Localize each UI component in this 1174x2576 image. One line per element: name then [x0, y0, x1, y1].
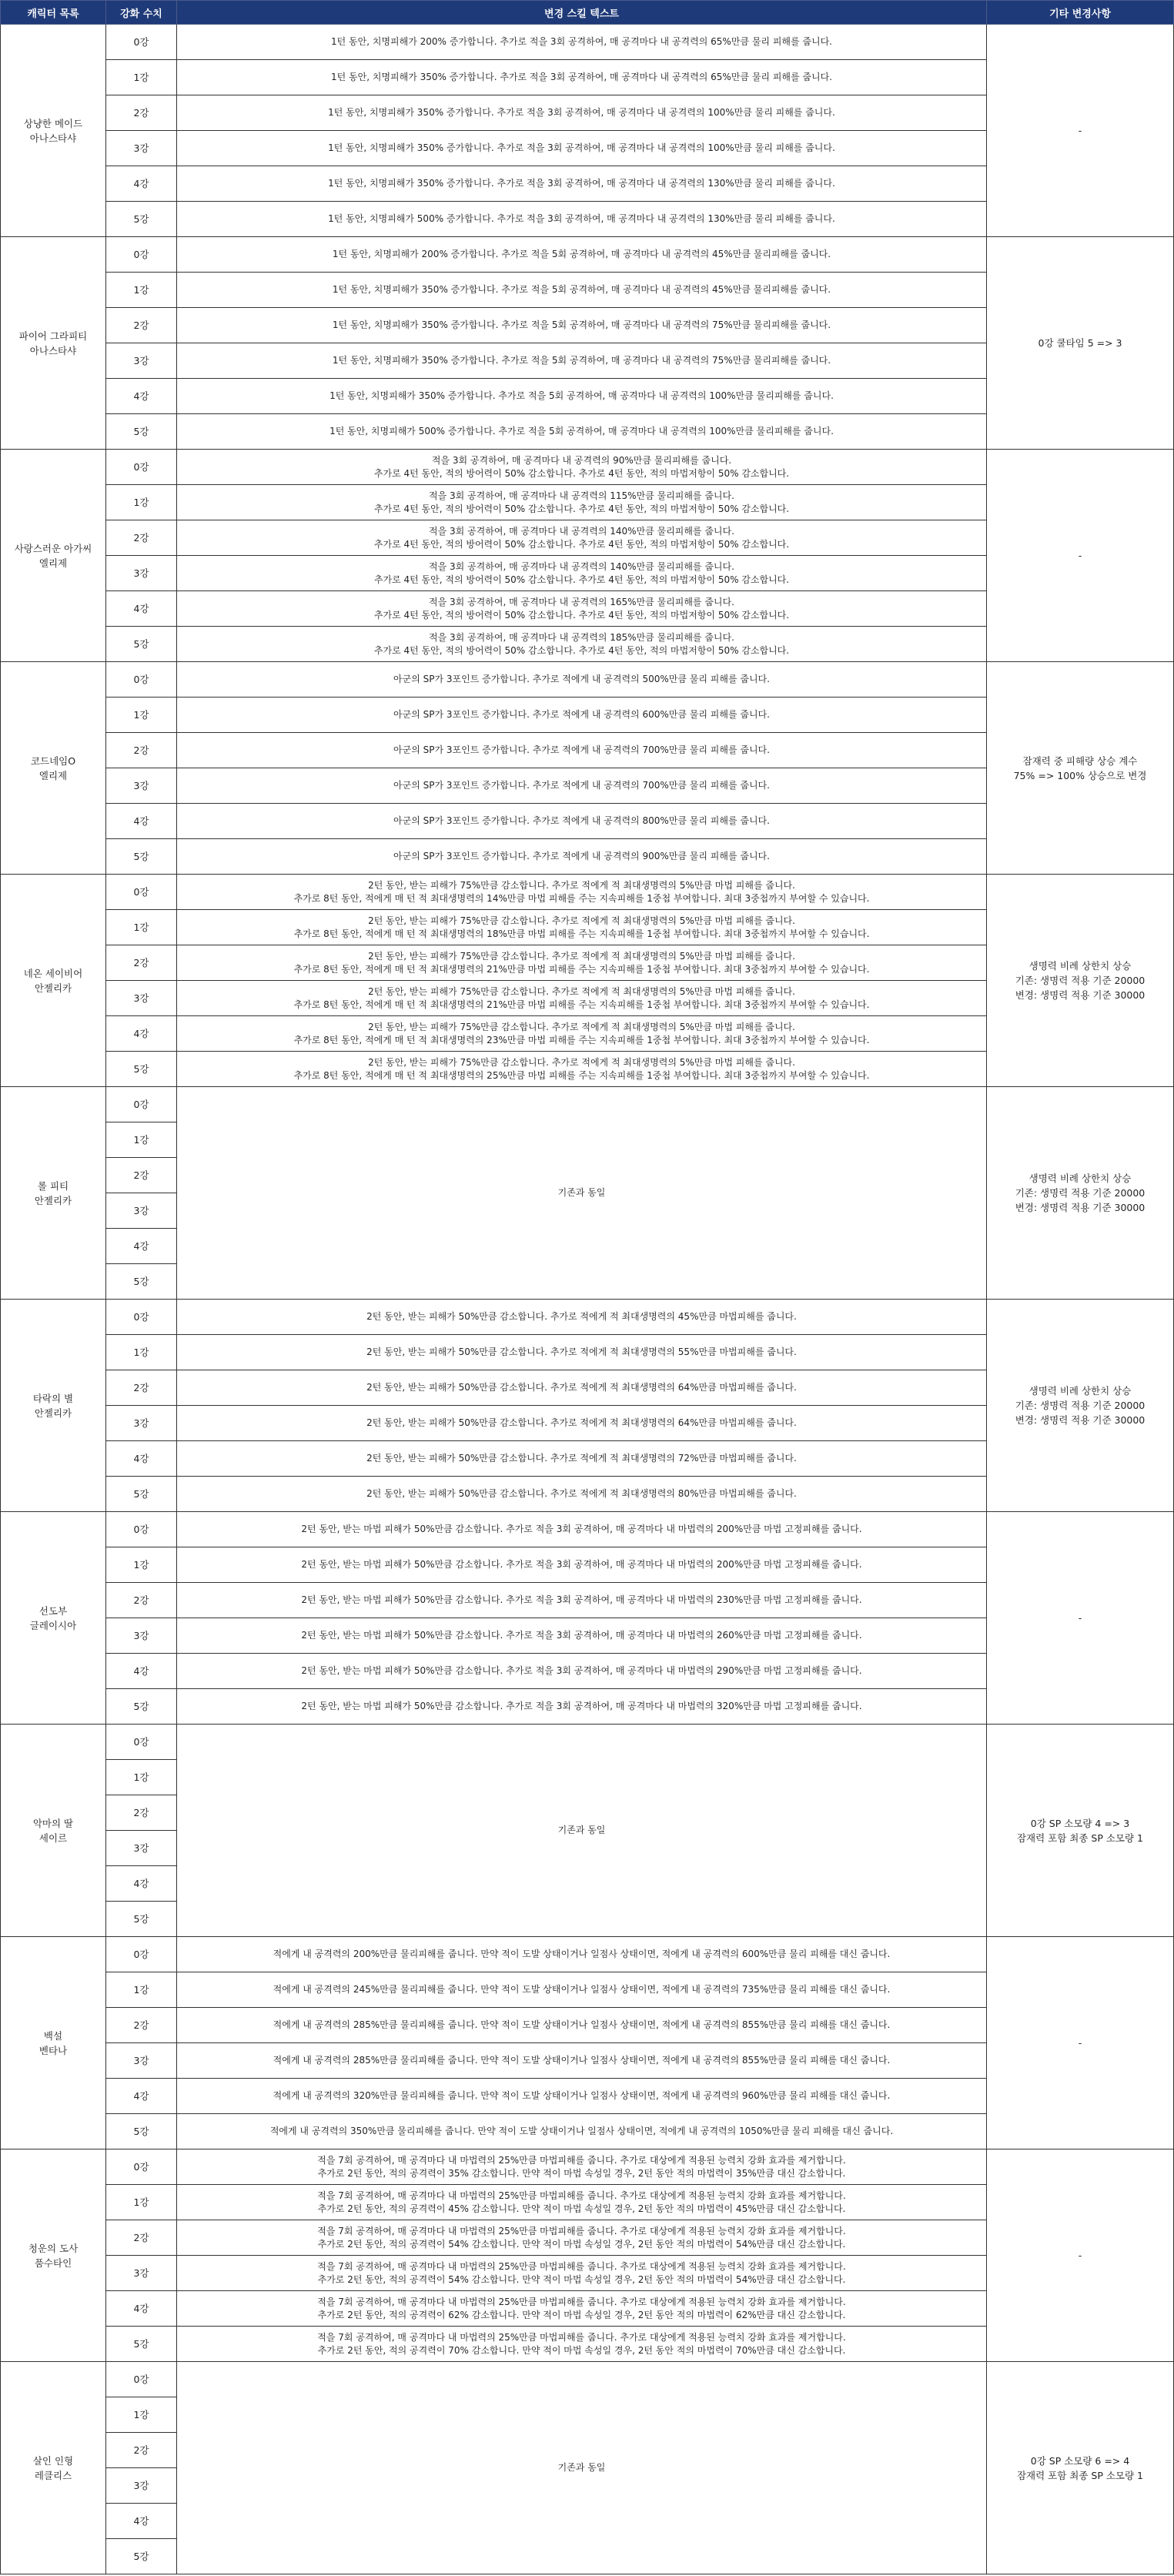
header-row — [1, 1, 1174, 25]
enhancement-level: 2강 — [106, 1370, 177, 1406]
enhancement-level: 5강 — [106, 1264, 177, 1300]
skill-text: 적을 7회 공격하여, 매 공격마다 내 마법력의 25%만큼 마법피해를 줍니다. 추가로 대상에게 적용된 능력치 강화 효과를 제거합니다. 추가로 2턴 동안, 적의 공격력이 62% 감소합니다. 만약 적이 마법 속성일 경우, 2턴 동안 적의 마법력이 62%만큼 대신 감소합니다. — [177, 2291, 987, 2327]
skill-text: 적을 3회 공격하여, 매 공격마다 내 공격력의 165%만큼 물리피해를 줍니다. 추가로 4턴 동안, 적의 방어력이 50% 감소합니다. 추가로 4턴 동안, 적의 마법저항이 50% 감소합니다. — [177, 591, 987, 627]
skill-text: 2턴 동안, 받는 피해가 50%만큼 감소합니다. 추가로 적에게 적 최대생명력의 64%만큼 마법피해를 줍니다. — [177, 1370, 987, 1406]
skill-text: 적을 7회 공격하여, 매 공격마다 내 마법력의 25%만큼 마법피해를 줍니다. 추가로 대상에게 적용된 능력치 강화 효과를 제거합니다. 추가로 2턴 동안, 적의 공격력이 54% 감소합니다. 만약 적이 마법 속성일 경우, 2턴 동안 적의 마법력이 54%만큼 대신 감소합니다. — [177, 2220, 987, 2256]
skill-text: 아군의 SP가 3포인트 증가합니다. 추가로 적에게 내 공격력의 800%만큼 물리 피해를 줍니다. — [177, 804, 987, 839]
enhancement-level: 5강 — [106, 1052, 177, 1087]
skill-text: 1턴 동안, 치명피해가 350% 증가합니다. 추가로 적을 3회 공격하여, 매 공격마다 내 공격력의 65%만큼 물리 피해를 줍니다. — [177, 60, 987, 95]
skill-text: 아군의 SP가 3포인트 증가합니다. 추가로 적에게 내 공격력의 900%만큼 물리 피해를 줍니다. — [177, 839, 987, 875]
table-row — [1, 2149, 1174, 2185]
enhancement-level: 3강 — [106, 1831, 177, 1866]
enhancement-level: 4강 — [106, 1016, 177, 1052]
table-row — [1, 875, 1174, 910]
character-name: 청운의 도사 품수타인 — [1, 2149, 106, 2362]
enhancement-level: 5강 — [106, 202, 177, 237]
enhancement-level: 2강 — [106, 733, 177, 768]
other-changes: 잠재력 중 피해량 상승 계수 75% => 100% 상승으로 변경 — [987, 662, 1174, 875]
enhancement-level: 2강 — [106, 308, 177, 343]
other-changes: - — [987, 450, 1174, 662]
other-changes: - — [987, 1937, 1174, 2149]
enhancement-level: 0강 — [106, 875, 177, 910]
table-row — [1, 1300, 1174, 1335]
skill-text: 적을 3회 공격하여, 매 공격마다 내 공격력의 90%만큼 물리피해를 줍니다. 추가로 4턴 동안, 적의 방어력이 50% 감소합니다. 추가로 4턴 동안, 적의 마법저항이 50% 감소합니다. — [177, 450, 987, 485]
enhancement-level: 0강 — [106, 237, 177, 273]
header-character: 캐릭터 목록 — [1, 1, 106, 25]
enhancement-level: 1강 — [106, 1760, 177, 1795]
enhancement-level: 3강 — [106, 2256, 177, 2291]
enhancement-level: 0강 — [106, 1725, 177, 1760]
table-row — [1, 1725, 1174, 1760]
enhancement-level: 2강 — [106, 2433, 177, 2468]
character-name: 사랑스러운 아가씨 엘리제 — [1, 450, 106, 662]
skill-text: 아군의 SP가 3포인트 증가합니다. 추가로 적에게 내 공격력의 600%만큼 물리 피해를 줍니다. — [177, 698, 987, 733]
table-row — [1, 237, 1174, 273]
enhancement-level: 4강 — [106, 166, 177, 202]
skill-text: 2턴 동안, 받는 피해가 50%만큼 감소합니다. 추가로 적에게 적 최대생명력의 72%만큼 마법피해를 줍니다. — [177, 1441, 987, 1477]
skill-text: 2턴 동안, 받는 피해가 75%만큼 감소합니다. 추가로 적에게 적 최대생명력의 5%만큼 마법 피해를 줍니다. 추가로 8턴 동안, 적에게 매 턴 적 최대생명력의 18%만큼 마법 피해를 주는 지속피해를 1중첩 부여합니다. 최대 3중첩까지 부여할 수 있습니다. — [177, 910, 987, 945]
character-name: 백설 벤타나 — [1, 1937, 106, 2149]
skill-text: 1턴 동안, 치명피해가 350% 증가합니다. 추가로 적을 3회 공격하여, 매 공격마다 내 공격력의 100%만큼 물리 피해를 줍니다. — [177, 131, 987, 166]
skill-text: 아군의 SP가 3포인트 증가합니다. 추가로 적에게 내 공격력의 500%만큼 물리 피해를 줍니다. — [177, 662, 987, 698]
skill-text: 아군의 SP가 3포인트 증가합니다. 추가로 적에게 내 공격력의 700%만큼 물리 피해를 줍니다. — [177, 733, 987, 768]
skill-text: 적을 7회 공격하여, 매 공격마다 내 마법력의 25%만큼 마법피해를 줍니다. 추가로 대상에게 적용된 능력치 강화 효과를 제거합니다. 추가로 2턴 동안, 적의 공격력이 54% 감소합니다. 만약 적이 마법 속성일 경우, 2턴 동안 적의 마법력이 54%만큼 대신 감소합니다. — [177, 2256, 987, 2291]
enhancement-level: 3강 — [106, 768, 177, 804]
character-name: 파이어 그라피티 아나스타샤 — [1, 237, 106, 450]
enhancement-level: 4강 — [106, 591, 177, 627]
enhancement-level: 0강 — [106, 1512, 177, 1547]
table-row — [1, 1937, 1174, 1972]
enhancement-level: 4강 — [106, 1866, 177, 1902]
skill-text: 2턴 동안, 받는 마법 피해가 50%만큼 감소합니다. 추가로 적을 3회 공격하여, 매 공격마다 내 마법력의 320%만큼 마법 고정피해를 줍니다. — [177, 1689, 987, 1725]
enhancement-level: 4강 — [106, 2291, 177, 2327]
skill-text: 1턴 동안, 치명피해가 350% 증가합니다. 추가로 적을 5회 공격하여, 매 공격마다 내 공격력의 75%만큼 물리피해를 줍니다. — [177, 343, 987, 379]
enhancement-level: 1강 — [106, 2397, 177, 2433]
enhancement-level: 1강 — [106, 273, 177, 308]
character-name: 네온 세이비어 안젤리카 — [1, 875, 106, 1087]
skill-text: 2턴 동안, 받는 마법 피해가 50%만큼 감소합니다. 추가로 적을 3회 공격하여, 매 공격마다 내 마법력의 260%만큼 마법 고정피해를 줍니다. — [177, 1618, 987, 1654]
enhancement-level: 0강 — [106, 2362, 177, 2397]
character-name: 악마의 딸 세이르 — [1, 1725, 106, 1937]
enhancement-level: 3강 — [106, 1193, 177, 1229]
enhancement-level: 3강 — [106, 556, 177, 591]
skill-text: 적을 3회 공격하여, 매 공격마다 내 공격력의 115%만큼 물리피해를 줍니다. 추가로 4턴 동안, 적의 방어력이 50% 감소합니다. 추가로 4턴 동안, 적의 마법저항이 50% 감소합니다. — [177, 485, 987, 520]
other-changes: 0강 SP 소모량 4 => 3 잠재력 포함 최종 SP 소모량 1 — [987, 1725, 1174, 1937]
enhancement-level: 0강 — [106, 25, 177, 60]
other-changes: 생명력 비례 상한치 상승 기존: 생명력 적용 기준 20000 변경: 생명력 적용 기준 30000 — [987, 875, 1174, 1087]
table-body — [1, 25, 1174, 2574]
enhancement-level: 4강 — [106, 804, 177, 839]
skill-text: 적을 3회 공격하여, 매 공격마다 내 공격력의 140%만큼 물리피해를 줍니다. 추가로 4턴 동안, 적의 방어력이 50% 감소합니다. 추가로 4턴 동안, 적의 마법저항이 50% 감소합니다. — [177, 520, 987, 556]
enhancement-level: 0강 — [106, 1937, 177, 1972]
skill-text: 2턴 동안, 받는 마법 피해가 50%만큼 감소합니다. 추가로 적을 3회 공격하여, 매 공격마다 내 마법력의 200%만큼 마법 고정피해를 줍니다. — [177, 1512, 987, 1547]
header-level: 강화 수치 — [106, 1, 177, 25]
enhancement-level: 2강 — [106, 1795, 177, 1831]
enhancement-level: 5강 — [106, 839, 177, 875]
table-row — [1, 1512, 1174, 1547]
skill-text: 적에게 내 공격력의 285%만큼 물리피해를 줍니다. 만약 적이 도발 상태이거나 일점사 상태이면, 적에게 내 공격력의 855%만큼 물리 피해를 대신 줍니다. — [177, 2043, 987, 2079]
skill-text: 2턴 동안, 받는 피해가 75%만큼 감소합니다. 추가로 적에게 적 최대생명력의 5%만큼 마법 피해를 줍니다. 추가로 8턴 동안, 적에게 매 턴 적 최대생명력의 21%만큼 마법 피해를 주는 지속피해를 1중첩 부여합니다. 최대 3중첩까지 부여할 수 있습니다. — [177, 981, 987, 1016]
enhancement-level: 0강 — [106, 2149, 177, 2185]
character-name: 롤 피티 안젤리카 — [1, 1087, 106, 1300]
skill-text: 적에게 내 공격력의 350%만큼 물리피해를 줍니다. 만약 적이 도발 상태이거나 일점사 상태이면, 적에게 내 공격력의 1050%만큼 물리 피해를 대신 줍니다. — [177, 2114, 987, 2149]
enhancement-level: 1강 — [106, 698, 177, 733]
skill-text: 적을 3회 공격하여, 매 공격마다 내 공격력의 185%만큼 물리피해를 줍니다. 추가로 4턴 동안, 적의 방어력이 50% 감소합니다. 추가로 4턴 동안, 적의 마법저항이 50% 감소합니다. — [177, 627, 987, 662]
enhancement-level: 2강 — [106, 2220, 177, 2256]
table-row — [1, 1087, 1174, 1122]
enhancement-level: 3강 — [106, 2468, 177, 2504]
other-changes: 생명력 비례 상한치 상승 기존: 생명력 적용 기준 20000 변경: 생명력 적용 기준 30000 — [987, 1300, 1174, 1512]
skill-text: 적에게 내 공격력의 320%만큼 물리피해를 줍니다. 만약 적이 도발 상태이거나 일점사 상태이면, 적에게 내 공격력의 960%만큼 물리 피해를 대신 줍니다. — [177, 2079, 987, 2114]
enhancement-level: 3강 — [106, 1406, 177, 1441]
table-row — [1, 662, 1174, 698]
enhancement-level: 1강 — [106, 1122, 177, 1158]
skill-text: 2턴 동안, 받는 마법 피해가 50%만큼 감소합니다. 추가로 적을 3회 공격하여, 매 공격마다 내 마법력의 200%만큼 마법 고정피해를 줍니다. — [177, 1547, 987, 1583]
header-skill-text: 변경 스킬 텍스트 — [177, 1, 987, 25]
skill-text: 적에게 내 공격력의 200%만큼 물리피해를 줍니다. 만약 적이 도발 상태이거나 일점사 상태이면, 적에게 내 공격력의 600%만큼 물리 피해를 대신 줍니다. — [177, 1937, 987, 1972]
skill-text: 2턴 동안, 받는 피해가 50%만큼 감소합니다. 추가로 적에게 적 최대생명력의 80%만큼 마법피해를 줍니다. — [177, 1477, 987, 1512]
character-name: 상냥한 메이드 아나스타샤 — [1, 25, 106, 237]
enhancement-level: 5강 — [106, 627, 177, 662]
enhancement-level: 4강 — [106, 2504, 177, 2539]
enhancement-level: 1강 — [106, 910, 177, 945]
enhancement-level: 5강 — [106, 1689, 177, 1725]
skill-text-unchanged: 기존과 동일 — [177, 2362, 987, 2574]
other-changes: - — [987, 1512, 1174, 1725]
skill-text: 2턴 동안, 받는 피해가 50%만큼 감소합니다. 추가로 적에게 적 최대생명력의 45%만큼 마법피해를 줍니다. — [177, 1300, 987, 1335]
enhancement-level: 3강 — [106, 131, 177, 166]
skill-text: 2턴 동안, 받는 피해가 50%만큼 감소합니다. 추가로 적에게 적 최대생명력의 64%만큼 마법피해를 줍니다. — [177, 1406, 987, 1441]
table-row — [1, 450, 1174, 485]
enhancement-level: 3강 — [106, 2043, 177, 2079]
character-name: 코드네임O 엘리제 — [1, 662, 106, 875]
enhancement-level: 5강 — [106, 414, 177, 450]
enhancement-level: 5강 — [106, 1477, 177, 1512]
skill-text: 적을 3회 공격하여, 매 공격마다 내 공격력의 140%만큼 물리피해를 줍니다. 추가로 4턴 동안, 적의 방어력이 50% 감소합니다. 추가로 4턴 동안, 적의 마법저항이 50% 감소합니다. — [177, 556, 987, 591]
skill-text: 1턴 동안, 치명피해가 350% 증가합니다. 추가로 적을 3회 공격하여, 매 공격마다 내 공격력의 130%만큼 물리 피해를 줍니다. — [177, 166, 987, 202]
skill-text: 1턴 동안, 치명피해가 200% 증가합니다. 추가로 적을 3회 공격하여, 매 공격마다 내 공격력의 65%만큼 물리 피해를 줍니다. — [177, 25, 987, 60]
skill-text: 1턴 동안, 치명피해가 350% 증가합니다. 추가로 적을 5회 공격하여, 매 공격마다 내 공격력의 75%만큼 물리피해를 줍니다. — [177, 308, 987, 343]
skill-text: 1턴 동안, 치명피해가 500% 증가합니다. 추가로 적을 5회 공격하여, 매 공격마다 내 공격력의 100%만큼 물리피해를 줍니다. — [177, 414, 987, 450]
enhancement-level: 3강 — [106, 343, 177, 379]
enhancement-level: 1강 — [106, 485, 177, 520]
skill-text-unchanged: 기존과 동일 — [177, 1087, 987, 1300]
character-name: 타락의 별 안젤리카 — [1, 1300, 106, 1512]
enhancement-level: 5강 — [106, 2327, 177, 2362]
skill-text: 2턴 동안, 받는 피해가 75%만큼 감소합니다. 추가로 적에게 적 최대생명력의 5%만큼 마법 피해를 줍니다. 추가로 8턴 동안, 적에게 매 턴 적 최대생명력의 21%만큼 마법 피해를 주는 지속피해를 1중첩 부여합니다. 최대 3중첩까지 부여할 수 있습니다. — [177, 945, 987, 981]
skill-text: 1턴 동안, 치명피해가 350% 증가합니다. 추가로 적을 3회 공격하여, 매 공격마다 내 공격력의 100%만큼 물리 피해를 줍니다. — [177, 95, 987, 131]
enhancement-level: 2강 — [106, 1583, 177, 1618]
skill-text: 1턴 동안, 치명피해가 500% 증가합니다. 추가로 적을 3회 공격하여, 매 공격마다 내 공격력의 130%만큼 물리 피해를 줍니다. — [177, 202, 987, 237]
skill-text: 1턴 동안, 치명피해가 200% 증가합니다. 추가로 적을 5회 공격하여, 매 공격마다 내 공격력의 45%만큼 물리피해를 줍니다. — [177, 237, 987, 273]
skill-text: 2턴 동안, 받는 피해가 75%만큼 감소합니다. 추가로 적에게 적 최대생명력의 5%만큼 마법 피해를 줍니다. 추가로 8턴 동안, 적에게 매 턴 적 최대생명력의 14%만큼 마법 피해를 주는 지속피해를 1중첩 부여합니다. 최대 3중첩까지 부여할 수 있습니다. — [177, 875, 987, 910]
skill-text: 2턴 동안, 받는 피해가 50%만큼 감소합니다. 추가로 적에게 적 최대생명력의 55%만큼 마법피해를 줍니다. — [177, 1335, 987, 1370]
skill-text: 1턴 동안, 치명피해가 350% 증가합니다. 추가로 적을 5회 공격하여, 매 공격마다 내 공격력의 45%만큼 물리피해를 줍니다. — [177, 273, 987, 308]
skill-text: 2턴 동안, 받는 피해가 75%만큼 감소합니다. 추가로 적에게 적 최대생명력의 5%만큼 마법 피해를 줍니다. 추가로 8턴 동안, 적에게 매 턴 적 최대생명력의 25%만큼 마법 피해를 주는 지속피해를 1중첩 부여합니다. 최대 3중첩까지 부여할 수 있습니다. — [177, 1052, 987, 1087]
enhancement-level: 4강 — [106, 1441, 177, 1477]
skill-text: 2턴 동안, 받는 피해가 75%만큼 감소합니다. 추가로 적에게 적 최대생명력의 5%만큼 마법 피해를 줍니다. 추가로 8턴 동안, 적에게 매 턴 적 최대생명력의 23%만큼 마법 피해를 주는 지속피해를 1중첩 부여합니다. 최대 3중첩까지 부여할 수 있습니다. — [177, 1016, 987, 1052]
enhancement-level: 0강 — [106, 662, 177, 698]
enhancement-level: 4강 — [106, 1229, 177, 1264]
enhancement-level: 2강 — [106, 95, 177, 131]
skill-text: 적에게 내 공격력의 285%만큼 물리피해를 줍니다. 만약 적이 도발 상태이거나 일점사 상태이면, 적에게 내 공격력의 855%만큼 물리 피해를 대신 줍니다. — [177, 2008, 987, 2043]
enhancement-level: 4강 — [106, 379, 177, 414]
header-other-changes: 기타 변경사항 — [987, 1, 1174, 25]
other-changes: - — [987, 25, 1174, 237]
skill-text-unchanged: 기존과 동일 — [177, 1725, 987, 1937]
enhancement-level: 1강 — [106, 2185, 177, 2220]
other-changes: 0강 SP 소모량 6 => 4 잠재력 포함 최종 SP 소모량 1 — [987, 2362, 1174, 2574]
enhancement-level: 5강 — [106, 2539, 177, 2574]
enhancement-level: 1강 — [106, 1972, 177, 2008]
enhancement-level: 2강 — [106, 1158, 177, 1193]
enhancement-level: 0강 — [106, 450, 177, 485]
enhancement-level: 5강 — [106, 1902, 177, 1937]
enhancement-level: 2강 — [106, 945, 177, 981]
table-row — [1, 25, 1174, 60]
enhancement-level: 4강 — [106, 1654, 177, 1689]
other-changes: 0강 쿨타임 5 => 3 — [987, 237, 1174, 450]
enhancement-level: 2강 — [106, 520, 177, 556]
enhancement-level: 3강 — [106, 1618, 177, 1654]
enhancement-level: 3강 — [106, 981, 177, 1016]
enhancement-level: 2강 — [106, 2008, 177, 2043]
enhancement-level: 1강 — [106, 60, 177, 95]
character-name: 살인 인형 레클리스 — [1, 2362, 106, 2574]
character-name: 선도부 글레이시아 — [1, 1512, 106, 1725]
skill-text: 2턴 동안, 받는 마법 피해가 50%만큼 감소합니다. 추가로 적을 3회 공격하여, 매 공격마다 내 마법력의 230%만큼 마법 고정피해를 줍니다. — [177, 1583, 987, 1618]
other-changes: - — [987, 2149, 1174, 2362]
skill-text: 적을 7회 공격하여, 매 공격마다 내 마법력의 25%만큼 마법피해를 줍니다. 추가로 대상에게 적용된 능력치 강화 효과를 제거합니다. 추가로 2턴 동안, 적의 공격력이 35% 감소합니다. 만약 적이 마법 속성일 경우, 2턴 동안 적의 마법력이 35%만큼 대신 감소합니다. — [177, 2149, 987, 2185]
skill-text: 아군의 SP가 3포인트 증가합니다. 추가로 적에게 내 공격력의 700%만큼 물리 피해를 줍니다. — [177, 768, 987, 804]
skill-text: 1턴 동안, 치명피해가 350% 증가합니다. 추가로 적을 5회 공격하여, 매 공격마다 내 공격력의 100%만큼 물리피해를 줍니다. — [177, 379, 987, 414]
enhancement-level: 5강 — [106, 2114, 177, 2149]
skill-text: 적에게 내 공격력의 245%만큼 물리피해를 줍니다. 만약 적이 도발 상태이거나 일점사 상태이면, 적에게 내 공격력의 735%만큼 물리 피해를 대신 줍니다. — [177, 1972, 987, 2008]
other-changes: 생명력 비례 상한치 상승 기존: 생명력 적용 기준 20000 변경: 생명력 적용 기준 30000 — [987, 1087, 1174, 1300]
skill-text: 적을 7회 공격하여, 매 공격마다 내 마법력의 25%만큼 마법피해를 줍니다. 추가로 대상에게 적용된 능력치 강화 효과를 제거합니다. 추가로 2턴 동안, 적의 공격력이 70% 감소합니다. 만약 적이 마법 속성일 경우, 2턴 동안 적의 마법력이 70%만큼 대신 감소합니다. — [177, 2327, 987, 2362]
table-row — [1, 2362, 1174, 2397]
skill-text: 적을 7회 공격하여, 매 공격마다 내 마법력의 25%만큼 마법피해를 줍니다. 추가로 대상에게 적용된 능력치 강화 효과를 제거합니다. 추가로 2턴 동안, 적의 공격력이 45% 감소합니다. 만약 적이 마법 속성일 경우, 2턴 동안 적의 마법력이 45%만큼 대신 감소합니다. — [177, 2185, 987, 2220]
enhancement-level: 1강 — [106, 1335, 177, 1370]
enhancement-level: 4강 — [106, 2079, 177, 2114]
enhancement-level: 0강 — [106, 1087, 177, 1122]
enhancement-level: 1강 — [106, 1547, 177, 1583]
enhancement-level: 0강 — [106, 1300, 177, 1335]
skill-text: 2턴 동안, 받는 마법 피해가 50%만큼 감소합니다. 추가로 적을 3회 공격하여, 매 공격마다 내 마법력의 290%만큼 마법 고정피해를 줍니다. — [177, 1654, 987, 1689]
